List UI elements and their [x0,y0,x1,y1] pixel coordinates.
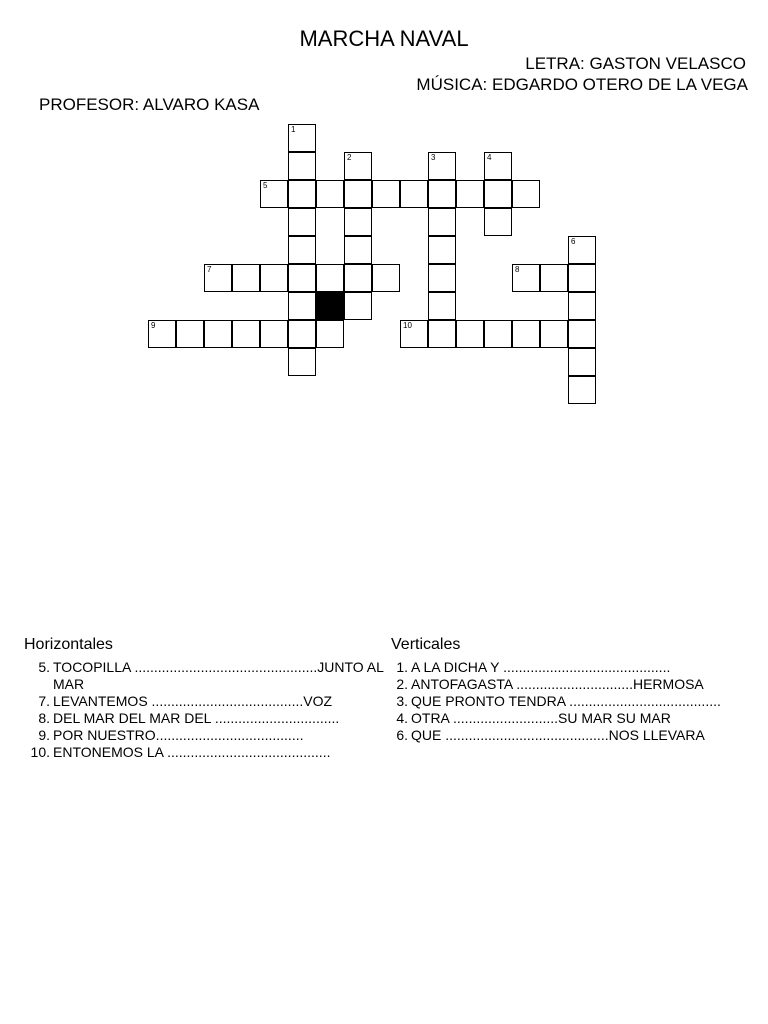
crossword-cell[interactable] [316,320,344,348]
clue-item [20,659,392,693]
crossword-cell[interactable] [512,320,540,348]
crossword-cell[interactable] [484,180,512,208]
crossword-cell[interactable] [428,320,456,348]
crossword-cell[interactable] [232,264,260,292]
crossword-cell[interactable] [568,320,596,348]
clue-text: ANTOFAGASTA ..............................HERMOSA [411,676,704,692]
clue-text: LEVANTEMOS .......................................VOZ [53,693,333,709]
clue-text: A LA DICHA Y ........................................... [411,659,671,675]
crossword-cell[interactable] [568,236,596,264]
crossword-cell[interactable] [232,320,260,348]
clue-text: QUE PRONTO TENDRA ....................................... [411,693,721,709]
clue-item [378,676,756,693]
crossword-cell[interactable] [428,292,456,320]
crossword-cell-number: 10 [403,321,412,330]
crossword-cell[interactable] [288,180,316,208]
crossword-cell[interactable] [344,152,372,180]
crossword-cell[interactable] [288,152,316,180]
music-credit: MÚSICA: EDGARDO OTERO DE LA VEGA [416,75,748,94]
clue-item [378,659,756,676]
crossword-black-cell [316,292,344,320]
crossword-cell-number: 9 [151,321,156,330]
page-title: MARCHA NAVAL [299,26,469,51]
lyrics-credit: LETRA: GASTON VELASCO [525,54,746,73]
crossword-cell-number: 6 [571,237,576,246]
crossword-cell[interactable] [316,180,344,208]
clue-number: 10. [30,744,50,760]
crossword-cell[interactable] [428,180,456,208]
clue-text: ENTONEMOS LA .......................................... [53,744,331,760]
crossword-cell[interactable] [288,292,316,320]
clue-number: 1. [396,659,408,675]
clue-number: 8. [38,710,50,726]
crossword-cell[interactable] [512,180,540,208]
crossword-cell[interactable] [428,236,456,264]
crossword-cell[interactable] [204,264,232,292]
crossword-cell[interactable] [568,348,596,376]
crossword-cell-number: 5 [263,181,268,190]
clue-number: 3. [396,693,408,709]
crossword-cell[interactable] [288,236,316,264]
crossword-cell[interactable] [372,180,400,208]
clue-item [20,727,392,744]
crossword-cell[interactable] [260,320,288,348]
crossword-cell[interactable] [316,264,344,292]
crossword-cell-number: 4 [487,153,492,162]
clue-number: 5. [38,659,50,675]
crossword-cell[interactable] [428,152,456,180]
clue-item [20,744,392,761]
crossword-cell[interactable] [344,208,372,236]
crossword-grid [148,124,592,412]
crossword-cell[interactable] [288,264,316,292]
clue-number: 7. [38,693,50,709]
clue-item [378,710,756,727]
clue-number: 4. [396,710,408,726]
crossword-cell[interactable] [484,152,512,180]
crossword-cell[interactable] [568,376,596,404]
crossword-cell[interactable] [484,208,512,236]
crossword-cell[interactable] [148,320,176,348]
crossword-cell[interactable] [344,180,372,208]
crossword-cell[interactable] [288,124,316,152]
crossword-cell[interactable] [260,180,288,208]
crossword-cell[interactable] [428,264,456,292]
vertical-clue-list [378,659,756,744]
clue-number: 9. [38,727,50,743]
crossword-cell[interactable] [260,264,288,292]
horizontal-clues-heading: Horizontales [24,636,113,653]
clue-text: QUE ..........................................NOS LLEVARA [411,727,705,743]
clue-item [378,693,756,710]
clue-number: 6. [396,727,408,743]
crossword-cell[interactable] [456,180,484,208]
crossword-cell-number: 1 [291,125,296,134]
vertical-clues-heading: Verticales [391,636,461,653]
clue-item [378,727,756,744]
horizontal-clue-list [20,659,392,761]
teacher-credit: PROFESOR: ALVARO KASA [39,95,260,114]
crossword-cell[interactable] [288,348,316,376]
crossword-cell[interactable] [540,264,568,292]
crossword-cell[interactable] [344,236,372,264]
clue-item [20,693,392,710]
crossword-cell[interactable] [512,264,540,292]
crossword-cell[interactable] [568,292,596,320]
crossword-cell[interactable] [484,320,512,348]
crossword-cell[interactable] [288,320,316,348]
clue-text: OTRA ...........................SU MAR SU MAR [411,710,671,726]
crossword-cell[interactable] [400,320,428,348]
crossword-cell-number: 8 [515,265,520,274]
crossword-cell-number: 7 [207,265,212,274]
crossword-cell[interactable] [344,264,372,292]
crossword-cell[interactable] [568,264,596,292]
clue-text: POR NUESTRO...................................... [53,727,304,743]
crossword-cell[interactable] [400,180,428,208]
clue-item [20,710,392,727]
clue-number: 2. [396,676,408,692]
crossword-cell[interactable] [428,208,456,236]
crossword-cell[interactable] [540,320,568,348]
crossword-cell[interactable] [176,320,204,348]
crossword-cell[interactable] [372,264,400,292]
crossword-cell[interactable] [288,208,316,236]
clue-text: TOCOPILLA ...............................................JUNTO AL MAR [53,659,384,692]
crossword-cell-number: 3 [431,153,436,162]
crossword-cell[interactable] [204,320,232,348]
crossword-cell-number: 2 [347,153,352,162]
clue-text: DEL MAR DEL MAR DEL ................................ [53,710,340,726]
crossword-cell[interactable] [456,320,484,348]
crossword-cell[interactable] [344,292,372,320]
